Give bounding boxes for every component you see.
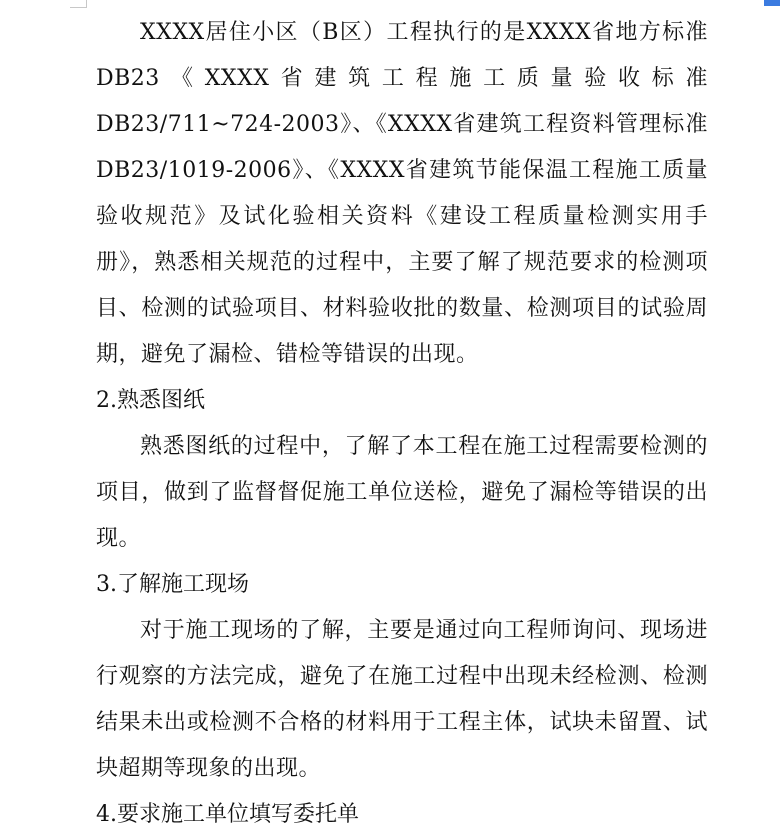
corner-badge [764, 0, 780, 6]
heading-familiarize-drawings: 2.熟悉图纸 [96, 388, 205, 413]
heading-understand-site: 3.了解施工现场 [96, 572, 249, 597]
document-body [96, 10, 708, 838]
paragraph-drawings: 熟悉图纸的过程中，了解了本工程在施工过程需要检测的项目，做到了监督督促施工单位送检，避免了漏检等错误的出现。 [96, 434, 708, 551]
paragraph-standards: XXXX居住小区（B区）工程执行的是XXXX省地方标准DB23《XXXX省建筑工程施工质量验收标准DB23/711~724-2003》、《XXXX省建筑工程资料管理标准DB23/1019-2006》、《XXXX省建筑节能保温工程施工质量验收规范》及试化验相关资料《建设工程质量检测实用手册》，熟悉相关规范的过程中，主要了解了规范要求的检测项目、检测的试验项目、材料验收批的数量、检测项目的试验周期，避免了漏检、错检等错误的出现。 [96, 20, 708, 367]
heading-commission-form: 4.要求施工单位填写委托单 [96, 802, 359, 827]
paragraph-site: 对于施工现场的了解，主要是通过向工程师询问、现场进行观察的方法完成，避免了在施工过程中出现未经检测、检测结果未出或检测不合格的材料用于工程主体，试块未留置、试块超期等现象的出现。 [96, 618, 708, 781]
crop-mark [70, 7, 87, 8]
